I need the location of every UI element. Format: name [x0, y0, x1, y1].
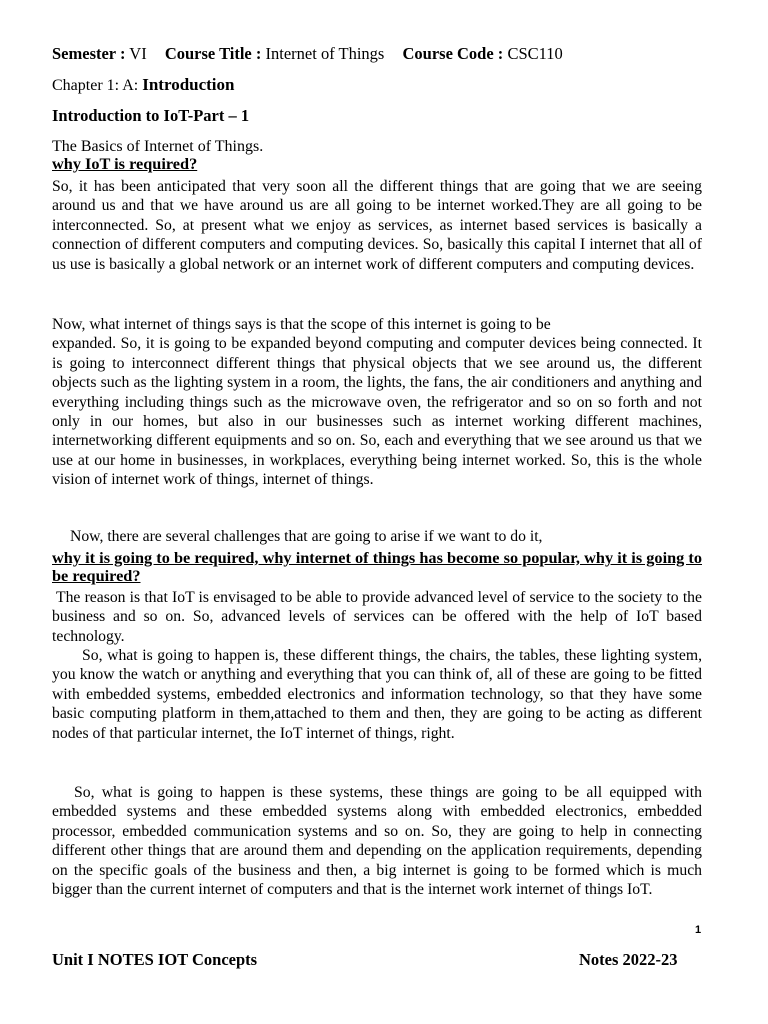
- question-heading-2: why it is going to be required, why internet of things has become so popular, why it is going to be required?: [52, 548, 702, 585]
- paragraph-4: The reason is that IoT is envisaged to be able to provide advanced level of service to the society to the business and so on. So, advanced levels of services can be offered with the help of IoT based technology.: [52, 589, 702, 645]
- course-title-label: Course Title :: [164, 44, 262, 63]
- semester-value: VI: [129, 44, 147, 63]
- semester-label: Semester :: [52, 44, 126, 63]
- course-code-value: CSC110: [507, 44, 563, 63]
- chapter-prefix: Chapter 1: A:: [52, 77, 143, 94]
- part-title: Introduction to IoT-Part – 1: [52, 106, 250, 125]
- paragraph-1: So, it has been anticipated that very soon all the different things that are going that we are seeing around us and that we have around us are all going to be internet worked.They are all going to be interconnected. So, at present what we enjoy as services, as internet based services is basically a connection of different computers and computing devices. So, basically this capital I internet that all of us use is basically a global network or an internet work of different computers and computing devices.: [52, 178, 702, 273]
- page-number: 1: [695, 924, 702, 936]
- course-code-label: Course Code :: [402, 44, 504, 63]
- chapter-heading: [52, 75, 234, 95]
- paragraph-2-first-line: Now, what internet of things says is that the scope of this internet is going to be: [52, 316, 551, 333]
- paragraph-5: So, what is going to happen is, these different things, the chairs, the tables, these lighting system, you know the watch or anything and everything that you can think of, all of these are going to be fitted with embedded systems, embedded electronics and information technology, so that they have some basic computing platform in them,attached to them and then, they are going to be acting as different nodes of that particular internet, the IoT internet of things, right.: [52, 647, 702, 742]
- paragraph-3: Now, there are several challenges that are going to arise if we want to do it,: [70, 528, 543, 545]
- paragraph-6: So, what is going to happen is these systems, these things are going to be all equipped with embedded systems and these embedded systems along with embedded electronics, embedded processor, embedded communication systems and so on. So, they are going to help in connecting different other things that are around them and depending on the application requirements, depending on the specific goals of the business and then, a big internet is going to be formed which is much bigger than the current internet of computers and that is the internet work internet of things IoT.: [52, 784, 702, 899]
- basics-subtitle: The Basics of Internet of Things.: [52, 138, 264, 155]
- paragraph-2-body: expanded. So, it is going to be expanded beyond computing and computer devices being connected. It is going to interconnect different things that physical objects that we see around us, the different objects such as the lighting system in a room, the lights, the fans, the air conditioners and anything and everything including things such as the microwave oven, the refrigerator and so on so forth and not only in our homes, but also in our businesses such as internet working different machines, internetworking different equipments and so on. So, each and everything that we see around us that we use at our home in businesses, in workplaces, everything being internet worked. So, this is the whole vision of internet work of things, internet of things.: [52, 335, 702, 489]
- course-header: [52, 44, 563, 64]
- footer-unit-title: Unit I NOTES IOT Concepts: [52, 950, 258, 969]
- question-heading-1: why IoT is required?: [52, 154, 198, 173]
- chapter-title: Introduction: [142, 75, 235, 94]
- footer-notes-year: Notes 2022-23: [579, 950, 678, 969]
- course-title-value: Internet of Things: [265, 44, 385, 63]
- paragraph-2: [52, 315, 702, 490]
